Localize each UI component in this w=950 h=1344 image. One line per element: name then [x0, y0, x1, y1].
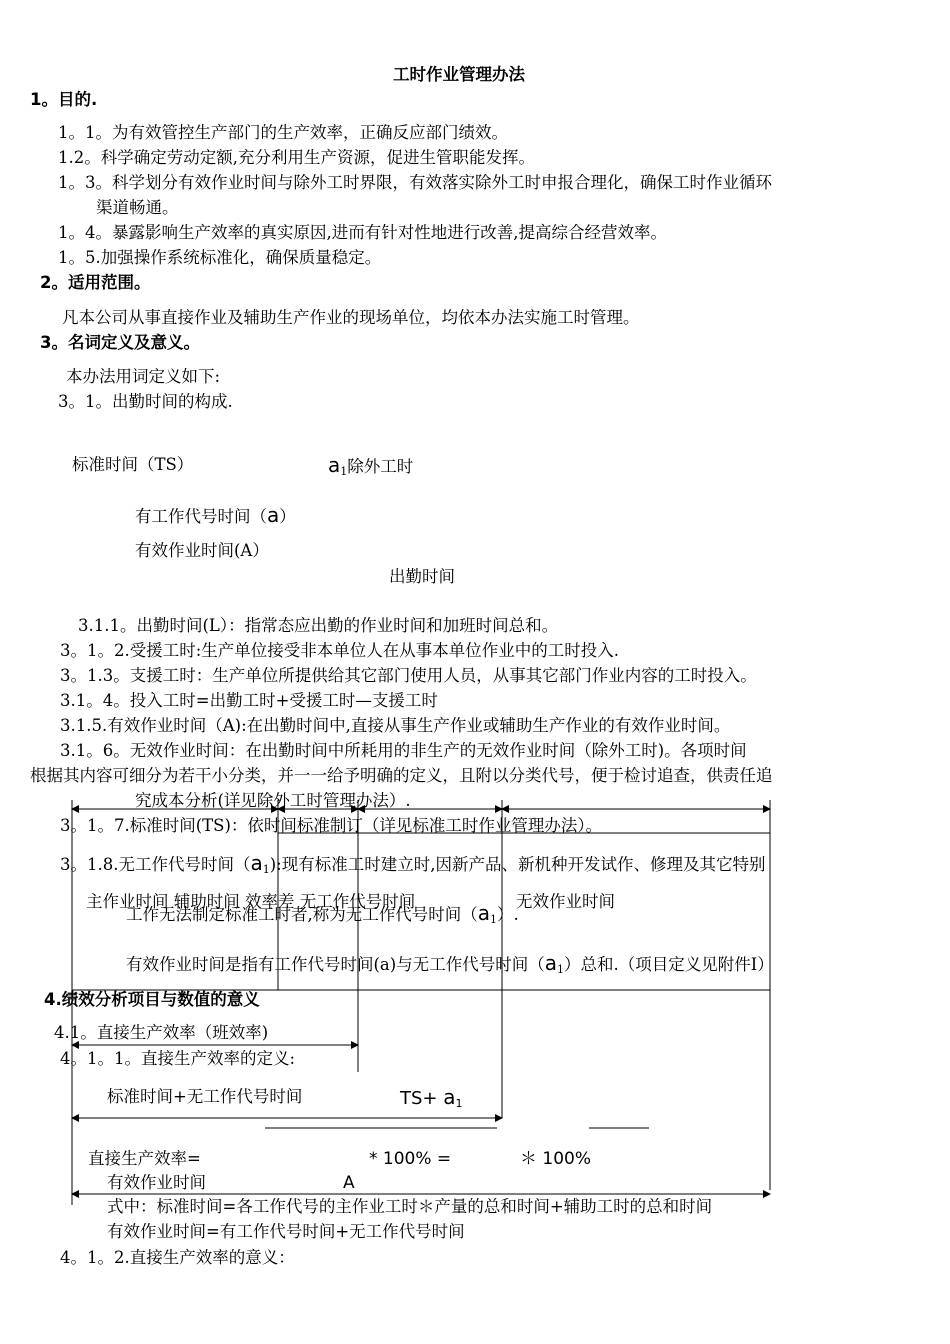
- item-3-1-8-sum-post: ）总和.（项目定义见附件Ⅰ）: [563, 955, 774, 974]
- page-title: 工时作业管理办法: [393, 65, 525, 84]
- item-3-1: 3。1。出勤时间的构成.: [58, 392, 233, 411]
- a1-sub-inline-3: 1: [556, 963, 564, 976]
- item-3-1-2: 3。1。2.受援工时:生产单位接受非本单位人在从事本单位作业中的工时投入.: [60, 641, 620, 660]
- a1-symbol-inline: a: [250, 851, 263, 875]
- item-1-3-cont: 渠道畅通。: [96, 198, 179, 217]
- item-3-1-1: 3.1.1。出勤时间(L）：指常态应出勤的作业时间和加班时间总和。: [78, 616, 559, 635]
- item-3-1-3: 3。1.3。支援工时：生产单位所提供给其它部门使用人员，从事其它部门作业内容的工时投入。: [60, 666, 757, 685]
- item-3-1-8-pre: 3。1.8.无工作代号时间（: [60, 855, 251, 874]
- item-4-1-2: 4。1。2.直接生产效率的意义：: [60, 1248, 295, 1267]
- item-1-5: 1。5.加强操作系统标准化，确保质量稳定。: [58, 248, 382, 267]
- numerator-sub: 1: [455, 1097, 463, 1110]
- coded-close: ）: [279, 507, 296, 526]
- formula-numerator: 标准时间+无工作代号时间: [107, 1087, 303, 1106]
- item-1-2: 1.2。科学确定劳动定额,充分利用生产资源，促进生管职能发挥。: [58, 148, 535, 167]
- formula-denominator: 有效作业时间: [107, 1173, 206, 1192]
- formula-denominator-symbol: A: [343, 1173, 355, 1193]
- item-3-1-6-cont: 根据其内容可细分为若干小分类，并一一给予明确的定义，且附以分类代号，便于检讨追查，供责任追: [30, 766, 773, 785]
- item-1-3: 1。3。科学划分有效作业时间与除外工时界限，有效落实除外工时申报合理化，确保工时作业循环: [58, 173, 772, 192]
- item-1-4: 1。4。暴露影响生产效率的真实原因,进而有针对性地进行改善,提高综合经营效率。: [58, 223, 667, 242]
- coded-text: 有工作代号时间（: [135, 507, 267, 526]
- item-1-1: 1。1。为有效管控生产部门的生产效率，正确反应部门绩效。: [58, 123, 508, 142]
- numerator-ts: TS+: [400, 1088, 438, 1109]
- item-3-1-4: 3.1。4。投入工时=出勤工时+受援工时—支援工时: [60, 691, 438, 710]
- a1-symbol-inline-3: a: [544, 951, 557, 975]
- item-4-1-1: 4。1。1。直接生产效率的定义:: [60, 1049, 296, 1068]
- numerator-a: a: [443, 1085, 456, 1109]
- bar-invalid-label: 无效作业时间: [516, 892, 615, 911]
- section-4-heading: 4.绩效分析项目与数值的意义: [44, 990, 260, 1009]
- a1-text: 除外工时: [347, 457, 414, 476]
- a1-sub-inline-2: 1: [490, 913, 498, 926]
- item-3-1-5: 3.1.5.有效作业时间（A):在出勤时间中,直接从事生产作业或辅助生产作业的有效作业时间。: [60, 716, 731, 735]
- a1-sub-inline: 1: [262, 863, 270, 876]
- item-3-1-8-cont-close: ）.: [497, 905, 519, 924]
- section-3-intro: 本办法用词定义如下:: [66, 367, 221, 386]
- item-3-1-8-sum-pre: 有效作业时间是指有工作代号时间(a)与无工作代号时间（: [126, 955, 545, 974]
- item-3-1-8-post: ):现有标准工时建立时,因新产品、新机种开发试作、修理及其它特别: [269, 855, 766, 874]
- item-3-1-8-cont-text: 工作无法制定标准工时者,称为无工作代号时间（: [126, 905, 478, 924]
- bar-labels: 主作业时间 辅助时间 效率差 无工作代号时间: [86, 892, 416, 911]
- formula-lhs: 直接生产效率=: [88, 1149, 201, 1168]
- a1-symbol: a: [328, 453, 341, 477]
- section-2-body: 凡本公司从事直接作业及辅助生产作业的现场单位，均依本办法实施工时管理。: [62, 308, 640, 327]
- section-3-heading: 3。名词定义及意义。: [40, 333, 200, 352]
- formula-note-1: 式中：标准时间=各工作代号的主作业工时＊产量的总和时间+辅助工时的总和时间: [107, 1197, 713, 1216]
- section-1-heading: 1。目的.: [30, 90, 98, 109]
- item-3-1-6: 3.1。6。无效作业时间：在出勤时间中所耗用的非生产的无效作业时间（除外工时)。各项时间: [60, 741, 747, 760]
- formula-mult-1: * 100% =: [369, 1149, 452, 1169]
- diagram-ts-label: 标准时间（TS）: [72, 455, 194, 474]
- section-2-heading: 2。适用范围。: [40, 273, 151, 292]
- formula-mult-2: ＊ 100%: [520, 1149, 592, 1169]
- item-3-1-6-cont2: 究成本分析(详见除外工时管理办法）.: [135, 791, 411, 810]
- diagram-attendance-label: 出勤时间: [389, 567, 455, 586]
- formula-note-2: 有效作业时间=有工作代号时间+无工作代号时间: [107, 1222, 465, 1241]
- item-3-1-7: 3。1。7.标准时间(TS)：依时间标准制订（详见标准工时作业管理办法）。: [60, 816, 603, 835]
- item-4-1: 4.1。直接生产效率（班效率): [54, 1023, 269, 1042]
- coded-symbol: a: [267, 503, 280, 527]
- a1-subscript: 1: [340, 465, 348, 478]
- a1-symbol-inline-2: a: [477, 901, 491, 925]
- diagram-effective-label: 有效作业时间(A）: [135, 541, 269, 560]
